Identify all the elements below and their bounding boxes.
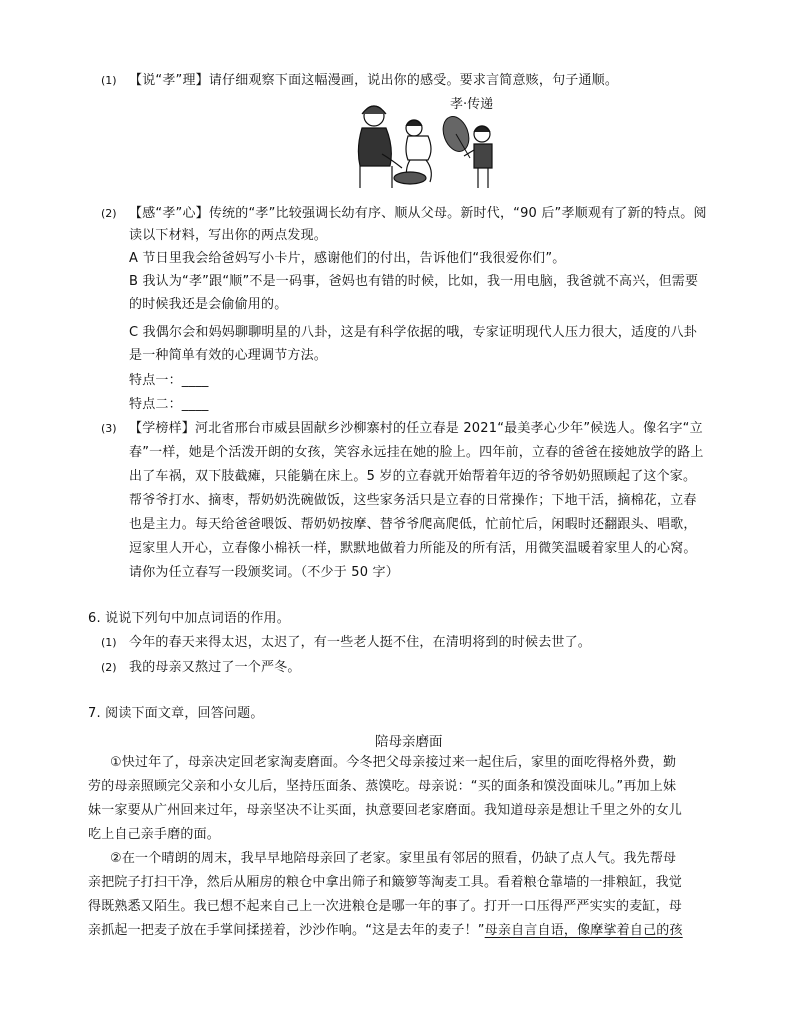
q5-p3-line: 请你为任立春写一段颁奖词。（不少于 50 字）	[129, 565, 399, 580]
q5-p2-number: (2)	[101, 207, 117, 220]
q5-p3-number: (3)	[101, 422, 117, 435]
q6-item-text: 我的母亲又熬过了一个严冬。	[129, 660, 301, 675]
article-para2-line: 亲把院子打扫干净，然后从厢房的粮仓中拿出筛子和簸箩等淘麦工具。看着粮仓靠墙的一排粮缸，我觉	[88, 875, 683, 890]
q5-p2-line: 【感“孝”心】传统的“孝”比较强调长幼有序、顺从父母。新时代，“90 后”孝顺观有了新的特点。阅	[129, 206, 707, 221]
leaf-fan-icon	[439, 113, 474, 158]
q5-p2-option-c-cont: 是一种简单有效的心理调节方法。	[129, 348, 328, 363]
article-para2-line: 得既熟悉又陌生。我已想不起来自己上一次进粮仓是哪一年的事了。打开一口压得严严实实的麦缸，母	[88, 899, 683, 914]
q7-stem: 7. 阅读下面文章，回答问题。	[88, 706, 264, 721]
q5-p1-text: 【说“孝”理】请仔细观察下面这幅漫画，说出你的感受。要求言简意赅，句子通顺。	[129, 73, 619, 88]
q5-p3-line: 帮爷爷打水、摘枣，帮奶奶洗碗做饭，这些家务活只是立春的日常操作；下地干活，摘棉花，立春	[129, 493, 697, 508]
q5-p3-line: 也是主力。每天给爸爸喂饭、帮奶奶按摩、替爷爷爬高爬低，忙前忙后，闲暇时还翻跟头、唱歌，	[129, 517, 697, 532]
q5-p1-number: (1)	[101, 74, 117, 87]
q5-p2-option-b-cont: 的时候我还是会偷偷用的。	[129, 297, 288, 312]
q6-item-text: 今年的春天来得太迟，太迟了，有一些老人挺不住，在清明将到的时候去世了。	[129, 635, 592, 650]
q5-p2-option-a: A 节日里我会给爸妈写小卡片，感谢他们的付出，告诉他们“我很爱你们”。	[129, 251, 566, 266]
q5-p2-line: 读以下材料，写出你的两点发现。	[129, 228, 328, 243]
q5-p3-line: 【学榜样】河北省邢台市威县固献乡沙柳寨村的任立春是 2021“最美孝心少年”候选人。像名字“立	[129, 421, 703, 436]
article-para2-text: 亲抓起一把麦子放在手掌间揉搓着，沙沙作响。“这是去年的麦子！”	[88, 923, 485, 938]
article-para1-line: ①快过年了，母亲决定回老家淘麦磨面。今冬把父母亲接过来一起住后，家里的面吃得格外费，勤	[110, 755, 677, 770]
article-title: 陪母亲磨面	[375, 734, 443, 750]
article-para1-line: 妹一家要从广州回来过年，母亲坚决不让买面，执意要回老家磨面。我知道母亲是想让千里之外的女儿	[88, 803, 683, 818]
article-para1-line: 吃上自己亲手磨的面。	[88, 827, 221, 842]
article-para2-line	[88, 923, 683, 939]
mother-figure	[394, 120, 431, 184]
q5-p2-option-c: C 我偶尔会和妈妈聊聊明星的八卦，这是有科学依据的哦，专家证明现代人压力很大，适度的八卦	[129, 325, 698, 340]
q5-p3-line: 出了车祸，双下肢截瘫，只能躺在床上。5 岁的立春就开始帮着年迈的爷爷奶奶照顾起了这个家。	[129, 469, 697, 484]
q5-p2-answer-2: 特点二：____	[129, 397, 209, 412]
q5-p3-line: 逗家里人开心，立春像小棉袄一样，默默地做着力所能及的所有活，用微笑温暖着家里人的心窝。	[129, 541, 697, 556]
article-para1-line: 劳的母亲照顾完父亲和小女儿后，坚持压面条、蒸馍吃。母亲说：“买的面条和馍没面味儿。”再加上妹	[88, 779, 677, 794]
q6-item-number: (2)	[101, 661, 117, 674]
cartoon-caption: 孝·传递	[450, 97, 494, 112]
q6-stem: 6. 说说下列句中加点词语的作用。	[88, 611, 290, 626]
article-para2-line: ②在一个晴朗的周末，我早早地陪母亲回了老家。家里虽有邻居的照看，仍缺了点人气。我先帮母	[110, 851, 677, 866]
q5-p2-answer-1: 特点一：____	[129, 373, 209, 388]
underlined-sentence: 母亲自言自语，像摩挲着自己的孩	[484, 923, 683, 938]
q5-p2-option-b: B 我认为“孝”跟“顺”不是一码事，爸妈也有错的时候，比如，我一用电脑，我爸就不高兴，但需要	[129, 274, 699, 289]
filial-piety-cartoon-image	[352, 94, 512, 194]
q6-item-number: (1)	[101, 636, 117, 649]
q5-p3-line: 春”一样，她是个活泼开朗的女孩，笑容永远挂在她的脸上。四年前，立春的爸爸在接她放学的路上	[129, 445, 704, 460]
